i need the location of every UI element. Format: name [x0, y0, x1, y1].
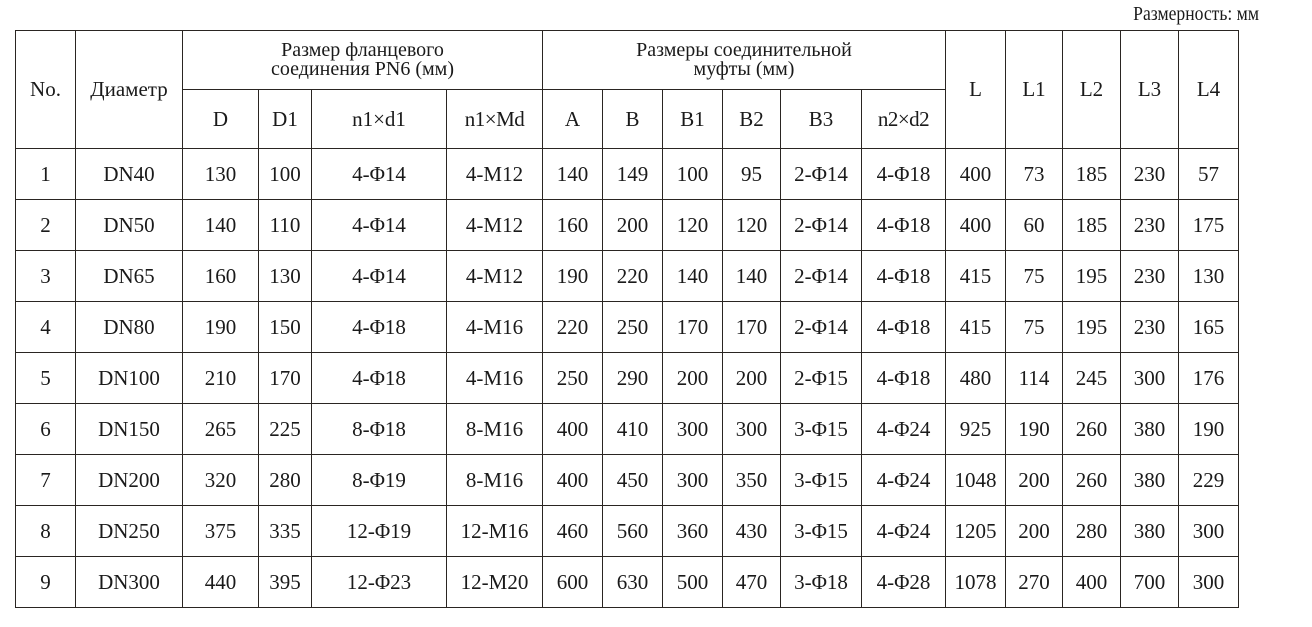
cell-n2d2: 4-Φ24	[862, 506, 946, 557]
table-row	[16, 251, 1239, 302]
cell-l: 1205	[946, 506, 1006, 557]
cell-n2d2: 4-Φ24	[862, 404, 946, 455]
header-n2xd2: n2×d2	[862, 90, 946, 149]
dimensions-table	[15, 30, 1239, 608]
cell-a: 160	[543, 200, 603, 251]
header-L1: L1	[1006, 31, 1063, 149]
cell-d: 265	[183, 404, 259, 455]
cell-l1: 190	[1006, 404, 1063, 455]
cell-a: 400	[543, 404, 603, 455]
cell-b1: 300	[663, 455, 723, 506]
cell-l2: 185	[1063, 149, 1121, 200]
cell-l4: 130	[1179, 251, 1239, 302]
cell-b3: 2-Φ15	[781, 353, 862, 404]
cell-b1: 300	[663, 404, 723, 455]
cell-b: 630	[603, 557, 663, 608]
cell-b: 200	[603, 200, 663, 251]
cell-l3: 230	[1121, 149, 1179, 200]
header-A: A	[543, 90, 603, 149]
cell-l2: 245	[1063, 353, 1121, 404]
cell-b2: 200	[723, 353, 781, 404]
cell-l1: 200	[1006, 506, 1063, 557]
header-n1xMd: n1×Md	[447, 90, 543, 149]
cell-a: 140	[543, 149, 603, 200]
cell-l2: 185	[1063, 200, 1121, 251]
cell-n2d2: 4-Φ18	[862, 302, 946, 353]
flange-group-line2: соединения PN6 (мм)	[271, 58, 454, 80]
header-B2: B2	[723, 90, 781, 149]
cell-b1: 500	[663, 557, 723, 608]
cell-n1d1: 8-Φ19	[312, 455, 447, 506]
cell-b: 220	[603, 251, 663, 302]
cell-dia: DN40	[76, 149, 183, 200]
cell-d1: 225	[259, 404, 312, 455]
units-label: Размерность: мм	[1133, 3, 1259, 25]
cell-a: 400	[543, 455, 603, 506]
cell-b1: 100	[663, 149, 723, 200]
table-row	[16, 200, 1239, 251]
cell-n1d1: 4-Φ18	[312, 353, 447, 404]
cell-a: 460	[543, 506, 603, 557]
cell-l4: 229	[1179, 455, 1239, 506]
cell-l1: 200	[1006, 455, 1063, 506]
cell-d: 375	[183, 506, 259, 557]
cell-l: 415	[946, 251, 1006, 302]
cell-n2d2: 4-Φ28	[862, 557, 946, 608]
cell-d: 320	[183, 455, 259, 506]
cell-d1: 170	[259, 353, 312, 404]
cell-b2: 470	[723, 557, 781, 608]
cell-no: 9	[16, 557, 76, 608]
cell-l4: 176	[1179, 353, 1239, 404]
cell-b3: 3-Φ15	[781, 404, 862, 455]
cell-l3: 380	[1121, 506, 1179, 557]
header-no: No.	[16, 31, 76, 149]
cell-b2: 95	[723, 149, 781, 200]
cell-n2d2: 4-Φ18	[862, 251, 946, 302]
cell-l: 1048	[946, 455, 1006, 506]
cell-b2: 120	[723, 200, 781, 251]
cell-b2: 430	[723, 506, 781, 557]
cell-b2: 350	[723, 455, 781, 506]
cell-d1: 110	[259, 200, 312, 251]
cell-dia: DN100	[76, 353, 183, 404]
cell-l: 1078	[946, 557, 1006, 608]
header-n1xd1: n1×d1	[312, 90, 447, 149]
cell-dia: DN65	[76, 251, 183, 302]
cell-l1: 270	[1006, 557, 1063, 608]
cell-l1: 114	[1006, 353, 1063, 404]
cell-n1md: 12-M20	[447, 557, 543, 608]
cell-n1d1: 12-Φ23	[312, 557, 447, 608]
cell-n1d1: 12-Φ19	[312, 506, 447, 557]
cell-no: 5	[16, 353, 76, 404]
cell-l1: 60	[1006, 200, 1063, 251]
cell-l: 400	[946, 149, 1006, 200]
header-coupling-group	[543, 31, 946, 90]
cell-b1: 170	[663, 302, 723, 353]
cell-b3: 2-Φ14	[781, 302, 862, 353]
cell-d: 210	[183, 353, 259, 404]
cell-n2d2: 4-Φ18	[862, 149, 946, 200]
cell-l: 415	[946, 302, 1006, 353]
cell-n1md: 4-M16	[447, 302, 543, 353]
cell-dia: DN200	[76, 455, 183, 506]
table-row	[16, 455, 1239, 506]
cell-no: 6	[16, 404, 76, 455]
cell-dia: DN300	[76, 557, 183, 608]
cell-a: 220	[543, 302, 603, 353]
cell-n2d2: 4-Φ18	[862, 353, 946, 404]
cell-d1: 395	[259, 557, 312, 608]
cell-b3: 3-Φ18	[781, 557, 862, 608]
cell-n1d1: 4-Φ14	[312, 200, 447, 251]
cell-b: 450	[603, 455, 663, 506]
cell-l3: 380	[1121, 404, 1179, 455]
cell-d: 160	[183, 251, 259, 302]
cell-l1: 75	[1006, 302, 1063, 353]
header-B1: B1	[663, 90, 723, 149]
cell-l: 400	[946, 200, 1006, 251]
cell-b: 290	[603, 353, 663, 404]
cell-l2: 260	[1063, 404, 1121, 455]
header-diameter: Диаметр	[76, 31, 183, 149]
cell-b3: 3-Φ15	[781, 455, 862, 506]
cell-n1d1: 4-Φ14	[312, 251, 447, 302]
cell-n1d1: 8-Φ18	[312, 404, 447, 455]
cell-l2: 400	[1063, 557, 1121, 608]
cell-l3: 230	[1121, 302, 1179, 353]
cell-l4: 190	[1179, 404, 1239, 455]
cell-n2d2: 4-Φ18	[862, 200, 946, 251]
cell-n1md: 4-M12	[447, 149, 543, 200]
cell-b3: 3-Φ15	[781, 506, 862, 557]
coupling-group-line1: Размеры соединительной	[636, 39, 852, 61]
header-row-group	[16, 31, 1239, 90]
cell-b: 250	[603, 302, 663, 353]
cell-b2: 170	[723, 302, 781, 353]
cell-l2: 280	[1063, 506, 1121, 557]
cell-a: 190	[543, 251, 603, 302]
flange-group-line1: Размер фланцевого	[281, 39, 444, 61]
header-B3: B3	[781, 90, 862, 149]
cell-no: 2	[16, 200, 76, 251]
header-D1: D1	[259, 90, 312, 149]
table-row	[16, 506, 1239, 557]
cell-l1: 75	[1006, 251, 1063, 302]
cell-b1: 200	[663, 353, 723, 404]
cell-dia: DN250	[76, 506, 183, 557]
cell-b1: 360	[663, 506, 723, 557]
cell-b: 560	[603, 506, 663, 557]
cell-l4: 300	[1179, 557, 1239, 608]
cell-b3: 2-Φ14	[781, 251, 862, 302]
cell-b2: 140	[723, 251, 781, 302]
cell-d1: 335	[259, 506, 312, 557]
cell-l4: 57	[1179, 149, 1239, 200]
header-L2: L2	[1063, 31, 1121, 149]
coupling-group-line2: муфты (мм)	[693, 58, 795, 80]
cell-no: 1	[16, 149, 76, 200]
cell-l: 925	[946, 404, 1006, 455]
cell-no: 7	[16, 455, 76, 506]
cell-d: 190	[183, 302, 259, 353]
cell-l4: 300	[1179, 506, 1239, 557]
table-row	[16, 149, 1239, 200]
table-row	[16, 404, 1239, 455]
table-row	[16, 353, 1239, 404]
cell-dia: DN150	[76, 404, 183, 455]
table-row	[16, 557, 1239, 608]
table-row	[16, 302, 1239, 353]
cell-a: 250	[543, 353, 603, 404]
header-D: D	[183, 90, 259, 149]
cell-n1md: 8-M16	[447, 404, 543, 455]
cell-l2: 195	[1063, 251, 1121, 302]
cell-l3: 300	[1121, 353, 1179, 404]
cell-no: 3	[16, 251, 76, 302]
cell-n1d1: 4-Φ18	[312, 302, 447, 353]
cell-b3: 2-Φ14	[781, 149, 862, 200]
cell-dia: DN80	[76, 302, 183, 353]
cell-l4: 165	[1179, 302, 1239, 353]
cell-d: 140	[183, 200, 259, 251]
cell-n1md: 12-M16	[447, 506, 543, 557]
cell-dia: DN50	[76, 200, 183, 251]
cell-b1: 140	[663, 251, 723, 302]
cell-l3: 700	[1121, 557, 1179, 608]
cell-no: 8	[16, 506, 76, 557]
cell-n1md: 8-M16	[447, 455, 543, 506]
cell-b2: 300	[723, 404, 781, 455]
header-flange-group	[183, 31, 543, 90]
cell-n1md: 4-M12	[447, 200, 543, 251]
cell-l3: 230	[1121, 200, 1179, 251]
cell-b3: 2-Φ14	[781, 200, 862, 251]
cell-n1md: 4-M12	[447, 251, 543, 302]
cell-d1: 100	[259, 149, 312, 200]
cell-b: 149	[603, 149, 663, 200]
cell-n2d2: 4-Φ24	[862, 455, 946, 506]
cell-d1: 130	[259, 251, 312, 302]
cell-d: 440	[183, 557, 259, 608]
cell-l3: 380	[1121, 455, 1179, 506]
cell-n1d1: 4-Φ14	[312, 149, 447, 200]
cell-l3: 230	[1121, 251, 1179, 302]
cell-l2: 195	[1063, 302, 1121, 353]
header-L4: L4	[1179, 31, 1239, 149]
cell-l4: 175	[1179, 200, 1239, 251]
cell-a: 600	[543, 557, 603, 608]
header-L3: L3	[1121, 31, 1179, 149]
cell-l: 480	[946, 353, 1006, 404]
cell-d1: 150	[259, 302, 312, 353]
header-L: L	[946, 31, 1006, 149]
cell-n1md: 4-M16	[447, 353, 543, 404]
cell-b: 410	[603, 404, 663, 455]
cell-b1: 120	[663, 200, 723, 251]
cell-no: 4	[16, 302, 76, 353]
cell-d: 130	[183, 149, 259, 200]
cell-l1: 73	[1006, 149, 1063, 200]
cell-l2: 260	[1063, 455, 1121, 506]
header-B: B	[603, 90, 663, 149]
cell-d1: 280	[259, 455, 312, 506]
